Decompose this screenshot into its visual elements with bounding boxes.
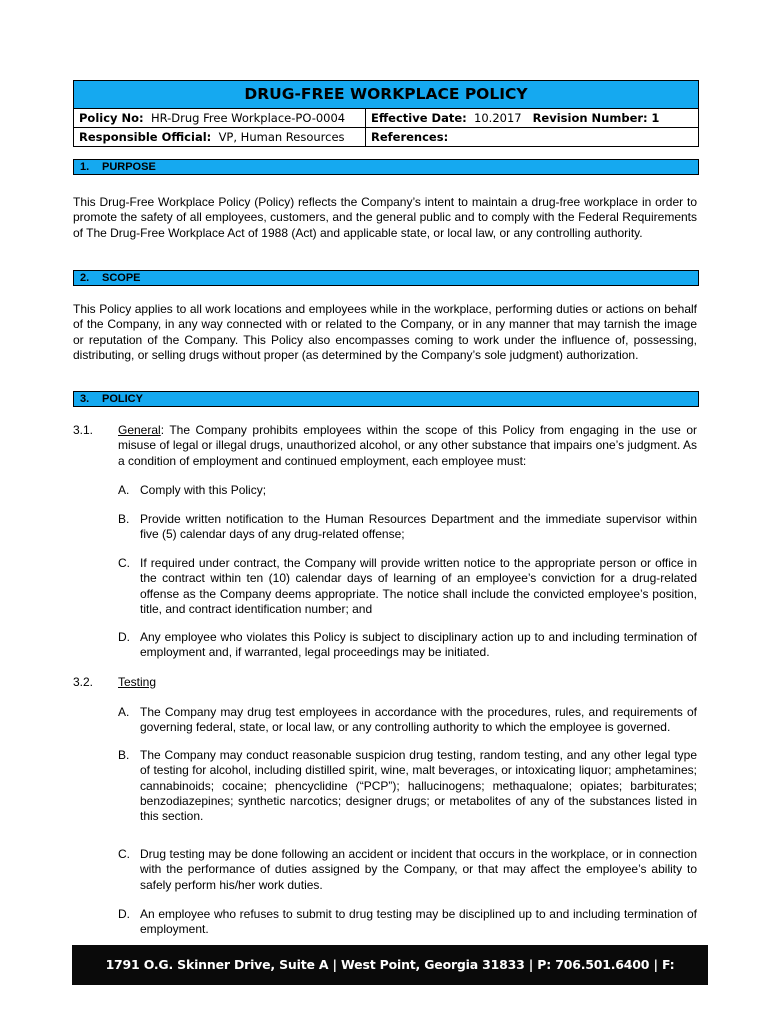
effective-date-cell <box>366 109 698 127</box>
general-item-d: Any employee who violates this Policy is subject to disciplinary action up to and including termination of employment and, if warranted, legal proceedings may be initiated. <box>140 630 697 660</box>
general-item-a: Comply with this Policy; <box>140 483 267 497</box>
testing-heading: Testing <box>118 675 157 689</box>
section-title: SCOPE <box>102 272 141 284</box>
references-label: References: <box>371 130 449 144</box>
general-heading: General <box>118 423 161 437</box>
general-item-c: If required under contract, the Company will provide written notice to the appropriate person or office in the contract within ten (10) calendar days of learning of an employee’s conviction for a drug-related offense as the Company deems appropriate. The notice shall include the convicted employee’s position, title, and contract identification number; and <box>140 556 697 616</box>
subsection-number-testing: 3.2. <box>73 675 94 689</box>
revision-number-label: Revision Number: <box>532 111 648 125</box>
section-title: PURPOSE <box>102 161 156 173</box>
section-number: 3. <box>80 393 90 405</box>
header-row-1 <box>74 109 698 128</box>
list-item-letter: D. <box>118 630 130 644</box>
header-row-2 <box>74 128 698 146</box>
subsection-number-general: 3.1. <box>73 423 94 437</box>
list-item-letter: A. <box>118 483 130 497</box>
list-item-letter: D. <box>118 907 130 921</box>
policy-number-cell <box>74 109 366 127</box>
testing-item-d: An employee who refuses to submit to drug testing may be disciplined up to and including termination of employment. <box>140 907 697 937</box>
list-item-letter: B. <box>118 512 130 526</box>
purpose-paragraph: This Drug-Free Workplace Policy (Policy) reflects the Company’s intent to maintain a drug-free workplace in order to promote the safety of all employees, customers, and the general public and to comply with the Federal Requirements of The Drug-Free Workplace Act of 1988 (Act) and applicable state, or local law, or any controlling authority. <box>73 195 697 240</box>
list-item-letter: A. <box>118 705 130 719</box>
responsible-official-label: Responsible Official: <box>79 130 212 144</box>
responsible-official-cell <box>74 128 366 146</box>
testing-item-a: The Company may drug test employees in accordance with the procedures, rules, and requirements of governing federal, state, or local law, or any controlling authority to which the employee is governed. <box>140 705 697 735</box>
footer-address-bar: 1791 O.G. Skinner Drive, Suite A | West Point, Georgia 31833 | P: 706.501.6400 | F: 706.645.5167 <box>72 945 708 985</box>
testing-item-c: Drug testing may be done following an accident or incident that occurs in the workplace, or in connection with the performance of duties assigned by the Company, or that may affect the employee’s ability to safely perform his/her work duties. <box>140 847 697 892</box>
section-heading-scope <box>73 270 699 286</box>
general-item-b: Provide written notification to the Human Resources Department and the immediate supervisor within five (5) calendar days of any drug-related offense; <box>140 512 697 542</box>
effective-date-value: 10.2017 <box>474 111 522 125</box>
section-heading-policy <box>73 391 699 407</box>
policy-number-label: Policy No: <box>79 111 144 125</box>
effective-date-label: Effective Date: <box>371 111 467 125</box>
list-item-letter: B. <box>118 748 130 762</box>
list-item-letter: C. <box>118 556 130 570</box>
document-title: DRUG-FREE WORKPLACE POLICY <box>74 81 698 109</box>
general-intro-text: : The Company prohibits employees within the scope of this Policy from engaging in the use or misuse of legal or illegal drugs, unauthorized alcohol, or any other substance that impairs one’s judgment. As a condition of employment and continued employment, each employee must: <box>118 423 697 468</box>
testing-item-b: The Company may conduct reasonable suspicion drug testing, random testing, and any other legal type of testing for alcohol, including distilled spirit, wine, malt beverages, or intoxicating liquor; amphetamines; cannabinoids; cocaine; phencyclidine (“PCP”); hallucinogens; methaqualone; opiates; barbiturates; benzodiazepines; synthetic narcotics; designer drugs; or metabolites of any of the substances listed in this section. <box>140 748 697 824</box>
policy-number-value: HR-Drug Free Workplace-PO-0004 <box>150 111 346 125</box>
scope-paragraph: This Policy applies to all work locations and employees while in the workplace, performing duties or actions on behalf of the Company, in any way connected with or related to the Company, or in any manner that may tarnish the image or reputation of the Company. This Policy also encompasses coming to work under the influence of, possessing, distributing, or selling drugs without proper (as determined by the Company’s sole judgment) authorization. <box>73 302 697 362</box>
references-cell <box>366 128 698 146</box>
list-item-letter: C. <box>118 847 130 861</box>
section-heading-purpose <box>73 159 699 175</box>
section-number: 2. <box>80 272 90 284</box>
section-number: 1. <box>80 161 90 173</box>
general-intro-paragraph <box>118 423 697 469</box>
revision-number-value: 1 <box>651 111 660 125</box>
section-title: POLICY <box>102 393 143 405</box>
responsible-official-value: VP, Human Resources <box>218 130 345 144</box>
policy-header-table <box>73 80 699 147</box>
